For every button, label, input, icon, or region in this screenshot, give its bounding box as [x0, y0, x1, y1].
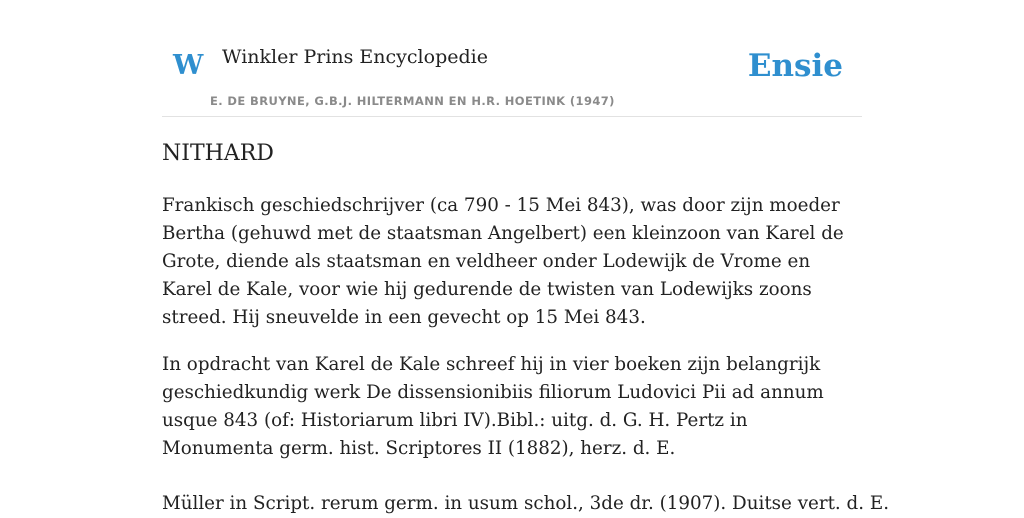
article-title: NITHARD [162, 141, 274, 166]
source-title[interactable]: Winkler Prins Encyclopedie [222, 46, 488, 68]
site-header [162, 0, 862, 117]
logo-w-icon[interactable]: W [173, 50, 204, 81]
ensie-logo[interactable]: Ensie [747, 48, 843, 84]
article-paragraph: In opdracht van Karel de Kale schreef hij in vier boeken zijn belangrijk geschiedkundig werk De dissensionibiis filiorum Ludovici Pii ad annum usque 843 (of: Historiarum libri IV).Bibl.: uitg. d. G. H. Pertz in Monumenta germ. hist. Scriptores II (1882), herz. d. E. [162, 354, 824, 459]
page-container [162, 0, 890, 514]
article-paragraph: Müller in Script. rerum germ. in usum schol., 3de dr. (1907). Duitse vert. d. E. [162, 493, 890, 514]
article-paragraph: Frankisch geschiedschrijver (ca 790 - 15 Mei 843), was door zijn moeder Bertha (gehuwd met de staatsman Angelbert) een kleinzoon van Karel de Grote, diende als staatsman en veldheer onder Lodewijk de Vrome en Karel de Kale, voor wie hij gedurende de twisten van Lodewijks zoons streed. Hij sneuvelde in een gevecht op 15 Mei 843. [162, 195, 844, 328]
source-authors: E. DE BRUYNE, G.B.J. HILTERMANN EN H.R. HOETINK (1947) [210, 94, 615, 108]
